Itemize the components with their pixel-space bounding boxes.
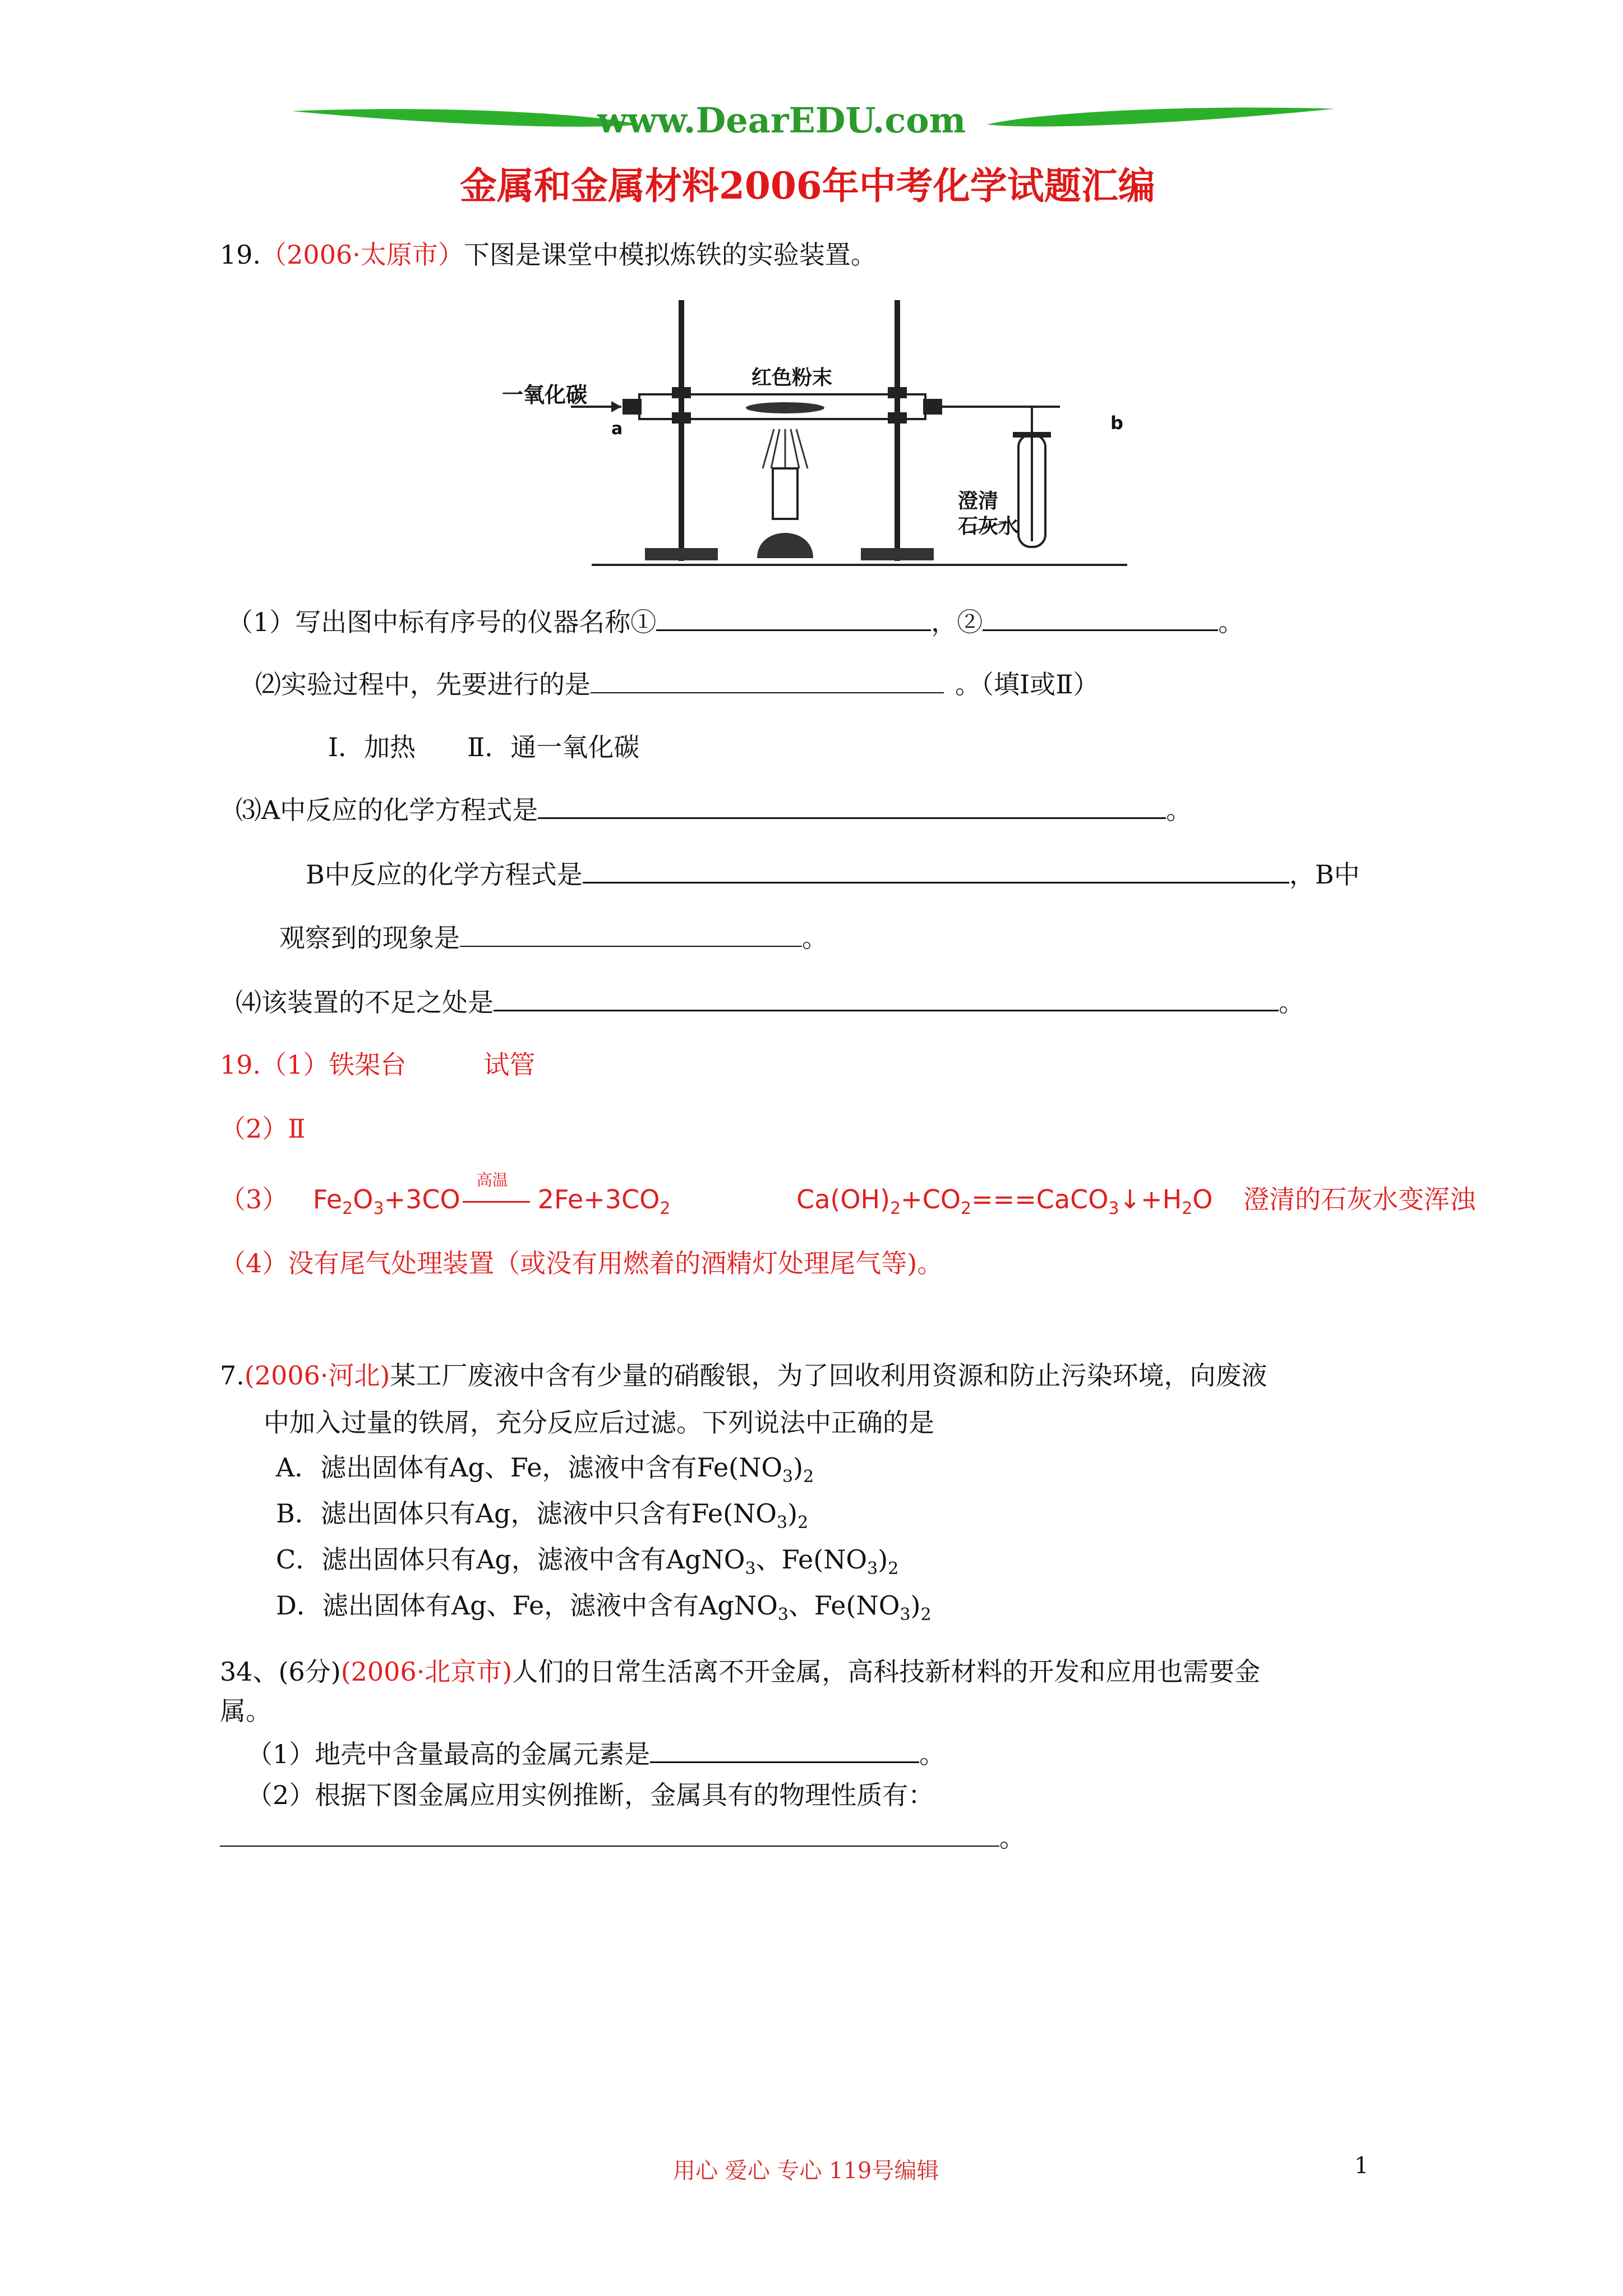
q19-part3a (236, 793, 1192, 827)
answer-blank[interactable] (650, 1737, 919, 1763)
q19-part2-end: 。（填Ⅰ或Ⅱ） (955, 669, 1099, 700)
q19-part3c (279, 921, 828, 955)
q19-part3a-text: ⑶A中反应的化学方程式是 (236, 795, 538, 825)
q34-part1-end: 。 (919, 1739, 946, 1769)
observation: 澄清的石灰水变浑浊 (1243, 1184, 1476, 1214)
q34-part1 (247, 1737, 945, 1771)
answer-blank[interactable] (538, 793, 1166, 819)
q19-part3b-end: ，B中 (1289, 859, 1360, 890)
site-name: www.DearEDU.com (597, 100, 966, 141)
label-a: a (611, 419, 623, 439)
q34-part2-answer (220, 1821, 1025, 1855)
q19-part2 (255, 668, 1099, 701)
a19-line3 (220, 1171, 1476, 1218)
equation-a: $Fe_2O_3+3CO$ 高温 $2Fe+3CO_2$ (312, 1171, 671, 1218)
q19-part4-end: 。 (1279, 987, 1304, 1018)
q19-number: 19. (220, 240, 261, 270)
reaction-condition: 高温 (463, 1182, 536, 1216)
label-powder: 红色粉末 (751, 366, 833, 389)
answer-blank[interactable] (656, 605, 931, 631)
a19-line4: （4）没有尾气处理装置（或没有用燃着的酒精灯处理尾气等)。 (220, 1248, 943, 1278)
label-b: b (1110, 412, 1123, 434)
q19-part3b-text: B中反应的化学方程式是 (306, 859, 583, 890)
answer-blank[interactable] (460, 921, 802, 947)
q7-option-a[interactable]: A．滤出固体有Ag、Fe，滤液中含有$Fe(NO_3)_2$ (276, 1452, 814, 1487)
q34-stem-line2: 属。 (220, 1696, 271, 1726)
answer-blank[interactable] (494, 985, 1279, 1011)
q34-source: (2006·北京市) (340, 1657, 513, 1687)
q7-stem-1: 某工厂废液中含有少量的硝酸银，为了回收利用资源和防止污染环境，向废液 (390, 1360, 1267, 1391)
q34-part1-text: （1）地壳中含量最高的金属元素是 (247, 1739, 651, 1769)
label-limewater-2: 石灰水 (958, 515, 1019, 538)
a19-line1: 19.（1）铁架台 试管 (220, 1050, 536, 1080)
a19-line2: （2）Ⅱ (220, 1114, 306, 1144)
q34-stem-line1 (220, 1655, 1260, 1688)
q34-part2: （2）根据下图金属应用实例推断，金属具有的物理性质有： (247, 1780, 934, 1810)
q19-source: （2006·太原市） (261, 240, 464, 270)
q34-stem-1: 人们的日常生活离不开金属，高科技新材料的开发和应用也需要金 (512, 1657, 1261, 1687)
q19-part1-text: （1）写出图中标有序号的仪器名称① (227, 607, 657, 637)
q34-number: 34、(6分) (220, 1657, 341, 1687)
page-title: 金属和金属材料2006年中考化学试题汇编 (460, 164, 1155, 208)
q19-part3c-end: 。 (802, 923, 828, 953)
q7-option-d[interactable]: D．滤出固体有Ag、Fe，滤液中含有AgNO$_3$、$Fe(NO_3)_2$ (276, 1590, 932, 1625)
q19-part2-text: ⑵实验过程中，先要进行的是 (255, 669, 591, 700)
q7-number: 7. (220, 1360, 245, 1391)
q7-stem-line1 (220, 1359, 1267, 1392)
q19-stem-line (220, 238, 877, 272)
q19-part3c-text: 观察到的现象是 (279, 923, 460, 953)
page-number: 1 (1354, 2153, 1369, 2179)
label-limewater-1: 澄清 (958, 490, 999, 513)
answer-blank[interactable] (583, 857, 1289, 884)
q19-part4 (236, 985, 1304, 1019)
iron-smelting-apparatus-icon (494, 295, 1138, 569)
answer-blank[interactable] (220, 1821, 999, 1847)
q19-part1-mid: ，② (931, 607, 983, 637)
q19-part3b (306, 857, 1360, 891)
q7-option-b[interactable]: B．滤出固体只有Ag，滤液中只含有$Fe(NO_3)_2$ (276, 1498, 809, 1533)
site-banner (292, 95, 1335, 146)
q19-part2-options: Ⅰ．加热 Ⅱ．通一氧化碳 (328, 732, 640, 762)
footer-slogan: 用心 爱心 专心 119号编辑 (673, 2158, 939, 2184)
q19-part3a-end: 。 (1166, 795, 1192, 825)
answer-blank[interactable] (983, 605, 1218, 631)
apparatus-figure (494, 295, 1138, 569)
equation-b: $Ca(OH)_2+CO_2===CaCO_3↓+H_2O$ (796, 1184, 1213, 1218)
label-co: 一氧化碳 (502, 383, 588, 407)
q7-source: (2006·河北) (244, 1360, 390, 1391)
q19-part1-end: 。 (1218, 607, 1244, 637)
q19-part1 (227, 605, 1244, 639)
q19-part4-text: ⑷该装置的不足之处是 (236, 987, 494, 1018)
q19-stem: 下图是课堂中模拟炼铁的实验装置。 (463, 240, 877, 270)
a19-line3-prefix: （3） (220, 1184, 288, 1214)
q34-part2-end: 。 (999, 1823, 1025, 1853)
q7-option-c[interactable]: C．滤出固体只有Ag，滤液中含有AgNO$_3$、$Fe(NO_3)_2$ (276, 1544, 899, 1579)
answer-blank[interactable] (591, 668, 944, 693)
q7-stem-line2: 中加入过量的铁屑，充分反应后过滤。下列说法中正确的是 (264, 1407, 934, 1438)
